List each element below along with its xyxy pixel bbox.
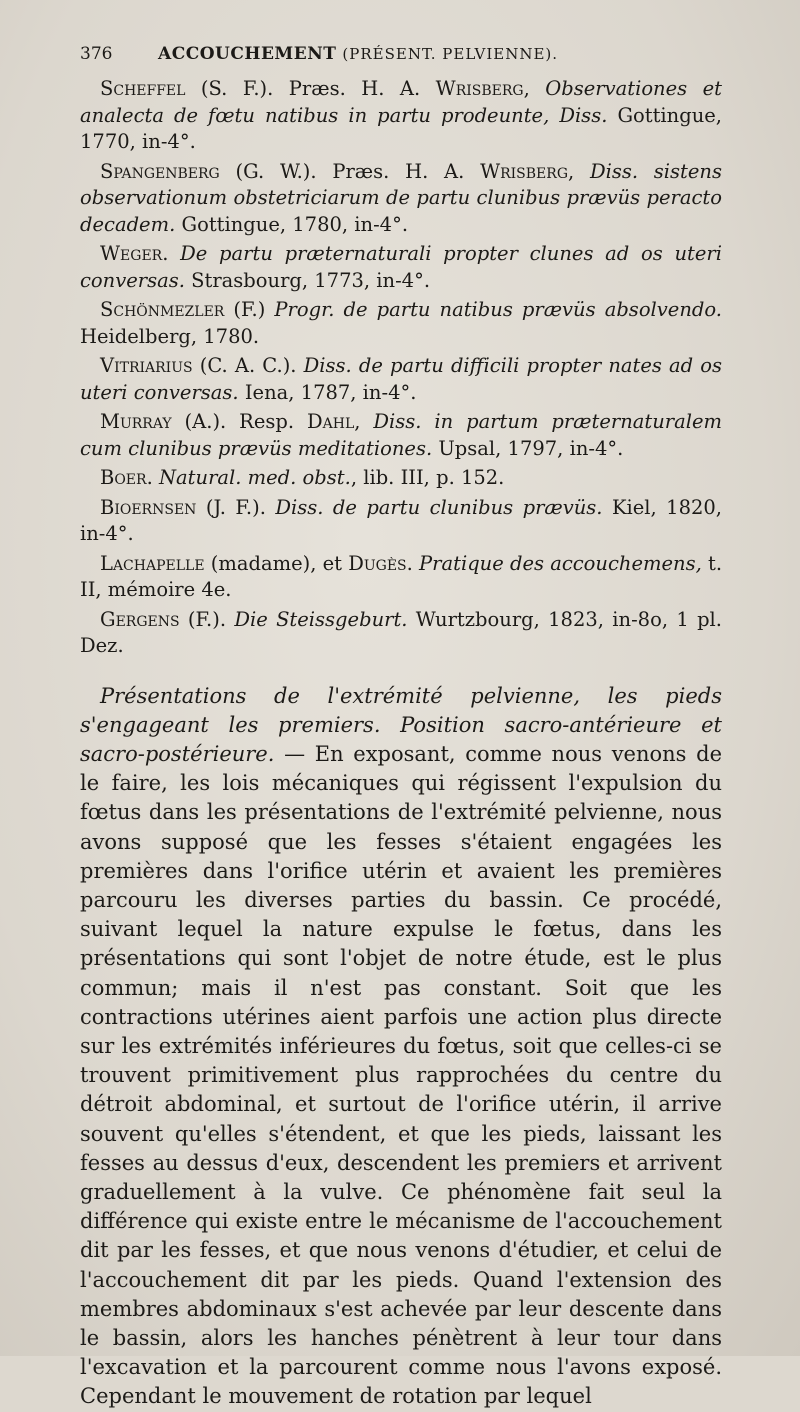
bibliography-entry: Weger. De partu præternaturali propter clunes ad os uteri conversas. Strasbourg, 1773, in-4°. (80, 242, 722, 292)
bibliography-entry: Vitriarius (C. A. C.). Diss. de partu difficili propter nates ad os uteri conversas. Iena, 1787, in-4°. (80, 354, 722, 404)
bibliography-entry: Spangenberg (G. W.). Præs. H. A. Wrisberg, Diss. sistens observationum obstetriciarum de partu clunibus prævüs peracto decadem. Gottingue, 1780, in-4°. (80, 159, 722, 236)
bibliography-entry: Gergens (F.). Die Steissgeburt. Wurtzbourg, 1823, in-8o, 1 pl. Dez. (80, 607, 722, 657)
running-subtitle: (PRÉSENT. PELVIENNE). (342, 45, 559, 63)
bibliography (80, 76, 722, 660)
bibliography-entry: Murray (A.). Resp. Dahl, Diss. in partum præternaturalem cum clunibus prævüs meditationes. Upsal, 1797, in-4°. (80, 410, 722, 460)
bibliography-entry: Bioernsen (J. F.). Diss. de partu clunibus prævüs. Kiel, 1820, in-4°. (80, 495, 722, 545)
body-text: — En exposant, comme nous venons de le faire, les lois mécaniques qui régissent l'expulsion du fœtus dans les présentations de l'extrémité pelvienne, nous avons supposé que les fesses s'étaient engagées les premières dans l'orifice utérin et avaient les premières parcouru les diverses parties du bassin. Ce procédé, suivant lequel la nature expulse le fœtus, dans les présentations qui sont l'objet de notre étude, est le plus commun; mais il n'est pas constant. Soit que les contractions utérines aient parfois une action plus directe sur les extrémités inférieures du fœtus, soit que celles-ci se trouvent primitivement plus rapprochées du centre du détroit abdominal, et surtout de l'orifice utérin, il arrive souvent qu'elles s'étendent, et que les pieds, laissant les fesses au dessus d'eux, descendent les premiers et arrivent graduellement à la vulve. Ce phénomène fait seul la différence qui existe entre le mécanisme de l'accouchement dit par les fesses, et que nous venons d'étudier, et celui de l'accouchement dit par les pieds. Quand l'extension des membres abdominaux s'est achevée par leur descente dans le bassin, alors les hanches pénètrent à leur tour dans l'excavation et la parcourent comme nous l'avons exposé. Cependant le mouvement de rotation par lequel (80, 741, 722, 1409)
running-head (80, 44, 722, 74)
running-title: ACCOUCHEMENT (158, 44, 337, 64)
bibliography-entry: Schönmezler (F.) Progr. de partu natibus prævüs absolvendo. Heidelberg, 1780. (80, 298, 722, 348)
section-heading: Présentations de l'extrémité pelvienne, les pieds s'engageant les premiers. Position sacro-antérieure et sacro-postérieure. (80, 683, 722, 766)
bibliography-entry: Boer. Natural. med. obst., lib. III, p. 152. (100, 466, 505, 489)
bibliography-entry: Lachapelle (madame), et Dugès. Pratique des accouchemens, t. II, mémoire 4e. (80, 551, 723, 601)
page-number: 376 (80, 44, 113, 64)
body-paragraph (80, 682, 722, 1412)
bibliography-entry: Scheffel (S. F.). Præs. H. A. Wrisberg, Observationes et analecta de fœtu natibus in partu prodeunte, Diss. Gottingue, 1770, in-4°. (80, 77, 723, 153)
body-section (80, 682, 722, 1412)
